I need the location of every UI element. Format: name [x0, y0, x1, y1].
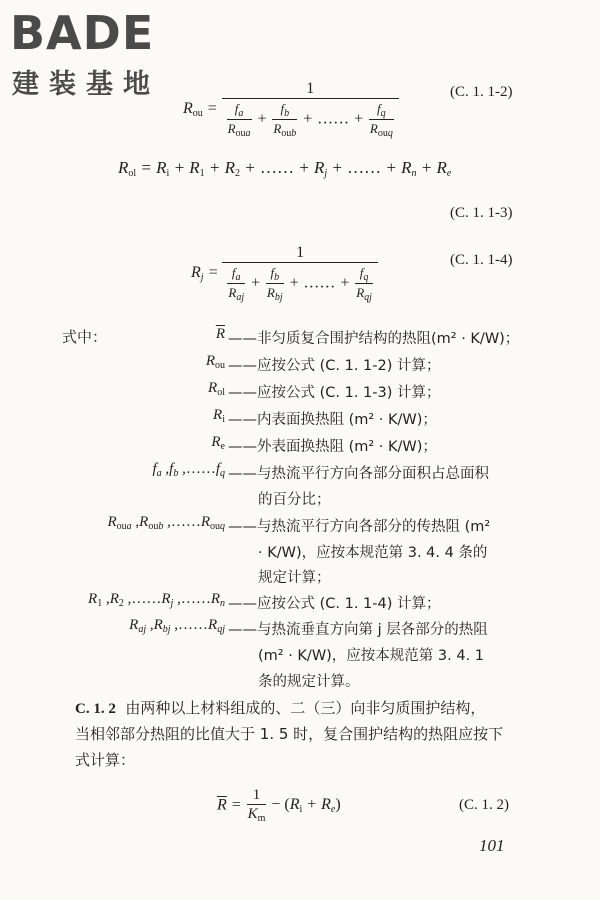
definition-text: ——与热流平行方向各部分面积占总面积 [228, 466, 489, 482]
section-text-line: 当相邻部分热阻的比值大于 1. 5 时，复合围护结构的热阻应按下 [75, 725, 504, 743]
definition-text-cont: 规定计算； [258, 570, 331, 586]
section-number: C. 1. 2 [75, 701, 116, 717]
equation-label: (C. 1. 1-4) [450, 252, 513, 268]
symbol-r-bar: $\overline{R}$ [215, 326, 225, 342]
equation-c-1-1-3: $R_{ol} = R_i + R_1 + R_2$ + …… + $R_j$ + …… + $R_n + R_e$ [118, 158, 452, 179]
symbol-r-i: $R_i$ [213, 407, 225, 425]
definition-text-cont: · K/W)，应按本规范第 3. 4. 4 条的 [258, 545, 488, 561]
section-paragraph [75, 697, 485, 718]
page-number: 101 [479, 836, 505, 855]
brand-logo [10, 6, 180, 100]
definition-text-cont: (m² · K/W)，应按本规范第 3. 4. 1 [258, 648, 485, 664]
section-text-line: 式计算： [75, 751, 136, 769]
equation-label: (C. 1. 1-2) [450, 84, 513, 100]
definition-text: ——应按公式 (C. 1. 1-4) 计算； [228, 596, 441, 612]
where-label: 式中： [62, 328, 108, 346]
definition-text: ——与热流平行方向各部分的传热阻 (m² [228, 519, 491, 535]
definition-text: ——与热流垂直方向第 j 层各部分的热阻 [228, 622, 488, 638]
equation-c-1-1-2: $R_{ou}$ = 1 $\frac{f_a}{R_{oua}}$ + $\frac{f_b}{R_{oub}}$ + …… + $\frac{f_q}{R_{ouq}}$ [183, 80, 399, 139]
logo-text: BADE [10, 6, 155, 60]
symbol-r-ou-list: $R_{oua}$ $,R_{oub}$ $,\dots\dots R_{ouq}$ [107, 514, 225, 532]
definition-text: ——应按公式 (C. 1. 1-3) 计算； [228, 385, 441, 401]
definition-text: ——外表面换热阻 (m² · K/W)； [228, 439, 437, 455]
equation-c-1-1-4: $R_j$ = 1 $\frac{f_a}{R_{aj}}$ + $\frac{f_b}{R_{bj}}$ + …… + $\frac{f_q}{R_{qj}}$ [191, 244, 378, 303]
symbol-r-e: $R_e$ [211, 434, 225, 452]
logo-subtitle: 建装基地 [12, 69, 160, 100]
symbol-r-aj-list: $R_{aj}$ $,R_{bj}$ $,\dots\dots R_{qj}$ [129, 617, 225, 635]
symbol-r-ol: $R_{ol}$ [208, 380, 225, 398]
definition-text-cont: 的百分比； [258, 492, 331, 508]
section-text-line: 由两种以上材料组成的、二（三）向非匀质围护结构， [125, 699, 486, 717]
symbol-r-ou: $R_{ou}$ [205, 353, 225, 371]
definition-text-cont: 条的规定计算。 [258, 674, 360, 690]
definition-text: ——非匀质复合围护结构的热阻(m² · K/W)； [228, 331, 520, 347]
equation-c-1-2: $\overline{R}$ = $\frac{1}{K_m}$ − $(R_i + R_e)$ [217, 787, 341, 824]
symbol-f-list: $f_a$ $,f_b$ $,\dots\dots f_q$ [152, 461, 225, 479]
equation-label: (C. 1. 1-3) [450, 205, 513, 221]
definition-text: ——应按公式 (C. 1. 1-2) 计算； [228, 358, 441, 374]
equation-label: (C. 1. 2) [459, 797, 509, 813]
symbol-r-j-list: $R_1$ $,R_2$ $,\dots\dots R_j$ $,\dots\dots R_n$ [88, 591, 225, 609]
definition-text: ——内表面换热阻 (m² · K/W)； [228, 412, 437, 428]
